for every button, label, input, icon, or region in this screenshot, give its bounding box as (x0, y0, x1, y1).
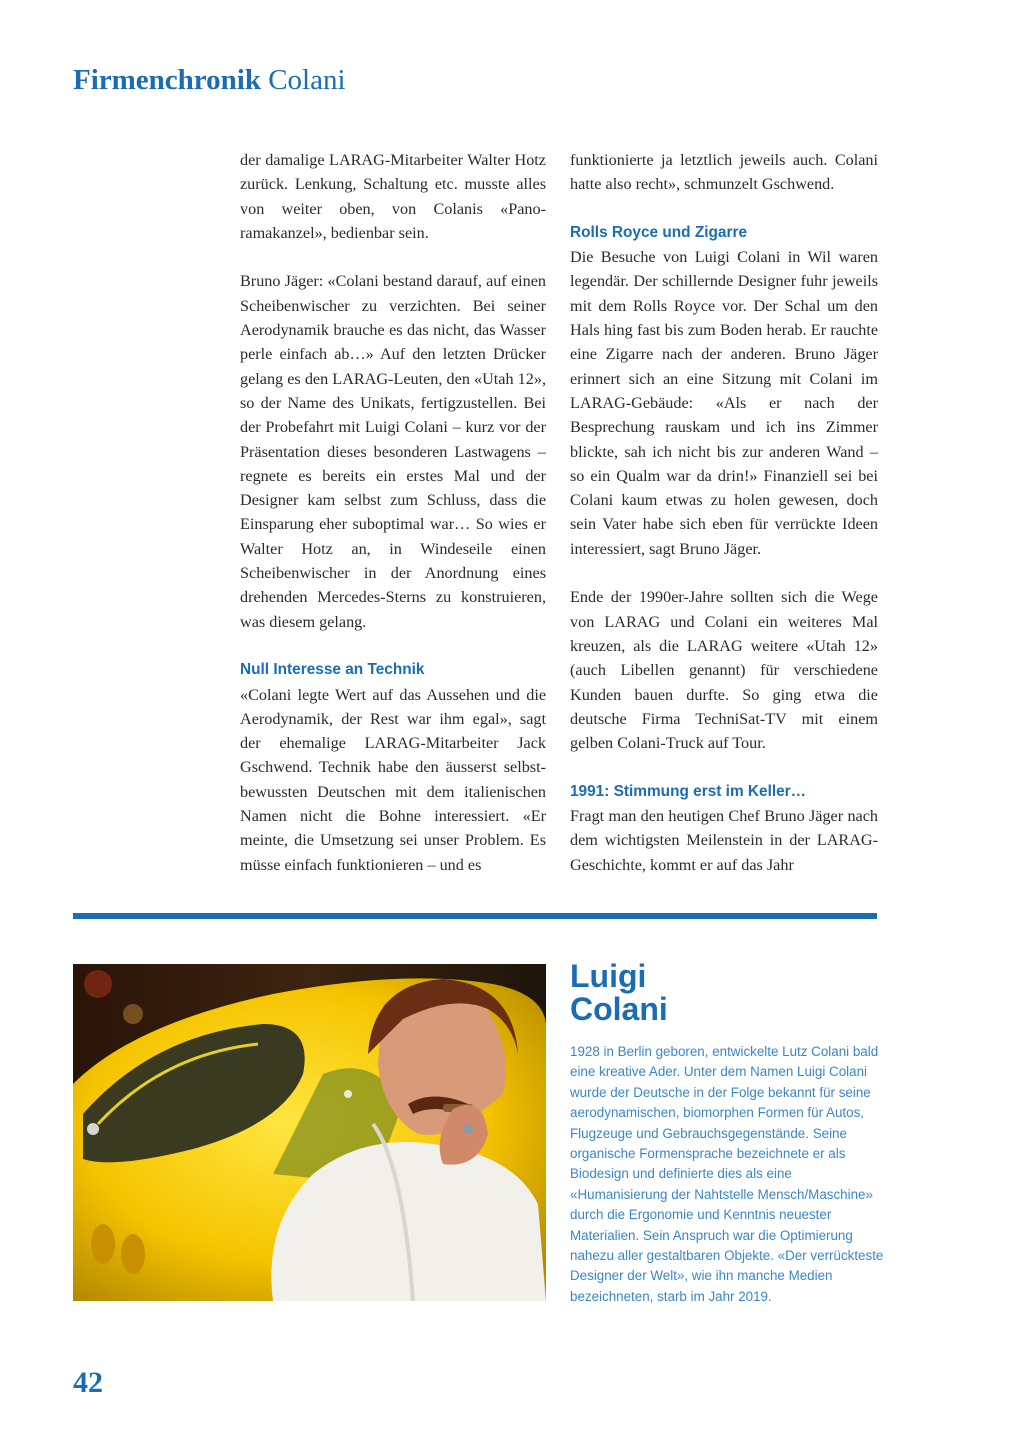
section-heading: 1991: Stimmung erst im Keller… (570, 782, 807, 800)
bio-title (570, 960, 890, 1026)
page-header (73, 66, 346, 95)
section-heading: Rolls Royce und Zigarre (570, 223, 748, 241)
article-left-column (240, 148, 546, 877)
article-right-column (570, 148, 878, 877)
paragraph: «Colani legte Wert auf das Aussehen und die Aerodynamik, der Rest war ihm egal», sagt der ehemalige LARAG-Mitarbeiter Jack Gschwend. Technik habe den äusserst selbstbewussten Deutschen mit dem italienischen Namen nicht die Bohne interessiert. «Er meinte, die Umsetzung sei unser Problem. Es müsse einfach funktionieren – und es (240, 685, 546, 874)
paragraph: Bruno Jäger: «Colani bestand darauf, auf einen Scheibenwischer zu verzichten. Bei seiner Aerodynamik brauche es das nicht, das Wasser perle einfach ab…» Auf den letzten Drücker gelang es den LARAG-Leuten, den «Utah 12», so der Name des Unikats, fertigzustellen. Bei der Probefahrt mit Luigi Colani – kurz vor der Präsentation dieses besonderen Lastwagens – regnete es bereits ein erstes Mal und der Designer kam selbst zum Schluss, dass die Einsparung eher suboptimal war… So wies er Walter Hotz an, in Windeseile einen Scheibenwischer in der Anordnung eines drehenden Mercedes-Sterns zu konstruieren, was diesem gelang. (240, 272, 546, 631)
section-divider (73, 913, 877, 919)
paragraph: der damalige LARAG-Mitarbeiter Walter Hotz zurück. Lenkung, Schaltung etc. musste alles von weiter oben, von Colanis «Panoramakanzel», bedienbar sein. (240, 151, 546, 242)
header-title-bold: Firmenchronik (73, 64, 261, 96)
bio-name-first: Luigi (570, 958, 647, 994)
section-heading: Null Interesse an Technik (240, 661, 425, 679)
paragraph: funktionierte ja letztlich jeweils auch. Colani hatte also recht», schmunzelt Gschwend. (570, 151, 878, 194)
header-title-regular: Colani (260, 64, 346, 96)
paragraph: Ende der 1990er-Jahre sollten sich die Wege von LARAG und Colani ein weiteres Mal kreuzen, als die LARAG weitere «Utah 12» (auch Libellen genannt) für verschiedene Kunden bauen durfte. So ging etwa die deutsche Firma TechniSat-TV mit einem gelben Colani-Truck auf Tour. (570, 588, 878, 753)
paragraph: Fragt man den heutigen Chef Bruno Jäger nach dem wichtigsten Meilenstein in der LARAG-Geschichte, kommt er auf das Jahr (570, 807, 878, 874)
bio-name-last: Colani (570, 991, 668, 1027)
page-number: 42 (73, 1366, 103, 1399)
bio-text: 1928 in Berlin geboren, entwickelte Lutz Colani bald eine kreative Ader. Unter dem Namen Luigi Colani wurde der Deutsche in der Folge bekannt für seine aerodynamischen, biomorphen Formen für Autos, Flugzeuge und Gebrauchsgegenstände. Seine organische Formensprache bezeichnete er als Biodesign und definierte dies als eine «Humanisierung der Nahtstelle Mensch/Maschine» durch die Ergonomie und Kenntnis neuester Materialien. Sein Anspruch war die Optimierung nahezu aller gestaltbaren Objekte. «Der verrückteste Designer der Welt», wie ihn manche Medien bezeichneten, starb im Jahr 2019. (570, 1044, 884, 1304)
portrait-photo (73, 964, 546, 1301)
paragraph: Die Besuche von Luigi Colani in Wil waren legendär. Der schillernde Designer fuhr jeweils mit dem Rolls Royce vor. Der Schal um den Hals hing fast bis zum Boden herab. Er rauchte eine Zigarre nach der anderen. Bruno Jäger erinnert sich an eine Sitzung mit Colani im LARAG-Gebäude: «Als er nach der Besprechung rauskam und ich ins Zimmer blickte, sah ich nicht bis zur anderen Wand – so ein Qualm war da drin!» Finanziell sei bei Colani kaum etwas zu holen gewesen, doch sein Vater habe sich eben für verrückte Ideen interessiert, sagt Bruno Jäger. (570, 248, 878, 558)
bio-box (570, 960, 890, 1307)
photo-illustration (73, 964, 546, 1301)
